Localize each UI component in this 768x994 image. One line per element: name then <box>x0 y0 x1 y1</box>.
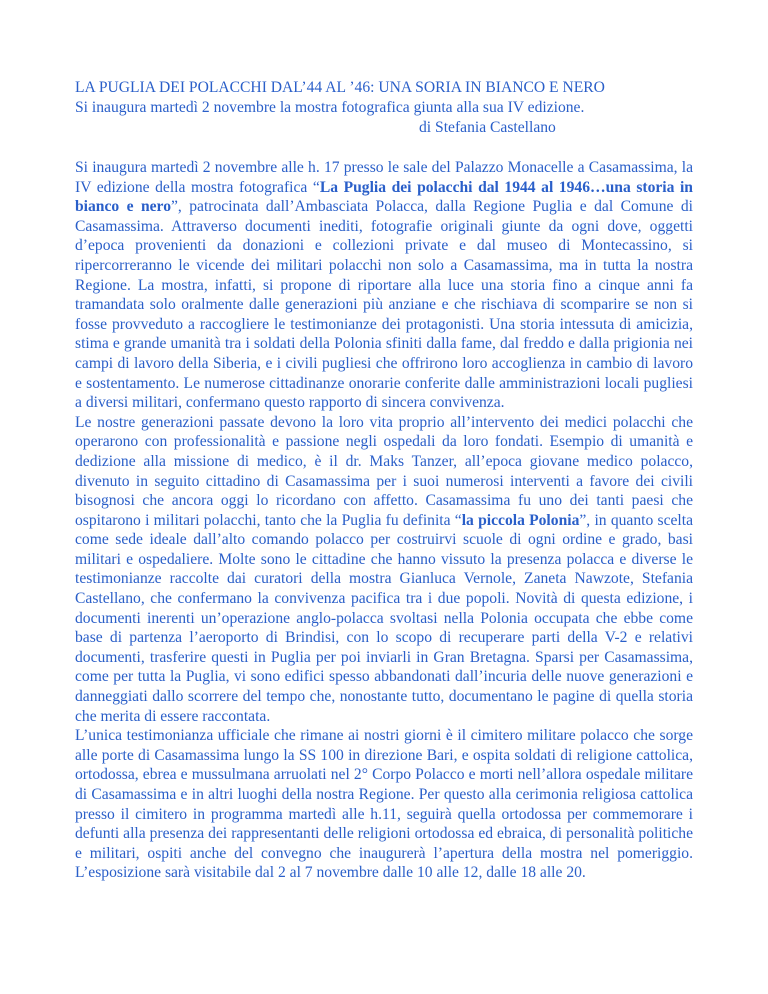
document-page <box>75 78 693 883</box>
paragraph-text: ”, patrocinata dall’Ambasciata Polacca, dalla Regione Puglia e dal Comune di Casamassima. Attraverso documenti inediti, fotografie originali giunte da ogni dove, oggetti d’epoca provenienti da donazioni e collezioni private e dal museo di Montecassino, si ripercorreranno le vicende dei militari polacchi non solo a Casamassima, ma in tutta la nostra Regione. La mostra, infatti, si propone di riportare alla luce una storia fino a cinque anni fa tramandata solo oralmente dalle generazioni più anziane e che rischiava di scomparire se non si fosse provveduto a raccogliere le testimonianze dei protagonisti. Una storia intessuta di amicizia, stima e grande umanità tra i soldati della Polonia sfiniti dalla fame, dal freddo e dalla prigionia nei campi di lavoro della Siberia, e i civili pugliesi che offrirono loro accoglienza in cambio di lavoro e sostentamento. Le numerose cittadinanze onorarie conferite dalle amministrazioni locali pugliesi a diversi militari, confermano questo rapporto di sincera convivenza. <box>75 198 693 412</box>
article-paragraph-1 <box>75 158 693 413</box>
nickname-highlight: la piccola Polonia <box>461 511 580 529</box>
article-title: LA PUGLIA DEI POLACCHI DAL’44 AL ’46: UNA SORIA IN BIANCO E NERO <box>75 79 605 96</box>
paragraph-text: ”, in quanto scelta come sede ideale dall’alto comando polacco per costruirvi scuole di ogni ordine e grado, basi militari e ospedaliere. Molte sono le cittadine che hanno vissuto la presenza polacca e diverse le testimonianze raccolte dai curatori della mostra Gianluca Vernole, Zaneta Nawzote, Stefania Castellano, che confermano la convivenza pacifica tra i due popoli. Novità di questa edizione, i documenti inerenti un’operazione anglo-polacca svoltasi nella Polonia occupata che ebbe come base di partenza l’aeroporto di Brindisi, con lo scopo di recuperare parti della V-2 e relativi documenti, trasferire questi in Puglia per poi inviarli in Gran Bretagna. Sparsi per Casamassima, come per tutta la Puglia, vi sono edifici spesso abbandonati dall’incuria delle nuove generazioni e danneggiati dallo scorrere del tempo che, nonostante tutto, documentano le pagine di quella storia che merita di essere raccontata. <box>75 511 693 725</box>
paragraph-text: Si inaugura martedì 2 novembre alle h. 17 presso le sale del Palazzo Monacelle a Casamassima, la IV edizione della mostra fotografica “ <box>75 159 693 196</box>
spacer <box>75 138 693 158</box>
article-paragraph-2 <box>75 413 693 727</box>
article-byline: di Stefania Castellano <box>419 119 556 136</box>
exhibition-title: La Puglia dei polacchi dal 1944 al 1946…una storia in bianco e nero <box>75 178 693 216</box>
article-subtitle: Si inaugura martedì 2 novembre la mostra fotografica giunta alla sua IV edizione. <box>75 99 585 116</box>
paragraph-text: Le nostre generazioni passate devono la loro vita proprio all’intervento dei medici polacchi che operarono con professionalità e passione negli ospedali da loro fondati. Esempio di umanità e dedizione alla missione di medico, è il dr. Maks Tanzer, all’epoca giovane medico polacco, divenuto in seguito cittadino di Casamassima per i suoi numerosi interventi a favore dei civili bisognosi che ancora oggi lo ricordano con affetto. Casamassima fu uno dei tanti paesi che ospitarono i militari polacchi, tanto che la Puglia fu definita “ <box>75 413 693 529</box>
article-paragraph-3: L’unica testimonianza ufficiale che rimane ai nostri giorni è il cimitero militare polacco che sorge alle porte di Casamassima lungo la SS 100 in direzione Bari, e ospita soldati di religione cattolica, ortodossa, ebrea e mussulmana arruolati nel 2° Corpo Polacco e morti nell’allora ospedale militare di Casamassima e in altri luoghi della nostra Regione. Per questo alla cerimonia religiosa cattolica presso il cimitero in programma martedì alle h.11, seguirà quella ortodossa per commemorare i defunti alla presenza dei rappresentanti delle religioni ortodossa ed ebraica, di personalità politiche e militari, ospiti anche del convegno che inaugurerà l’apertura della mostra nel pomeriggio. L’esposizione sarà visitabile dal 2 al 7 novembre dalle 10 alle 12, dalle 18 alle 20. <box>75 727 693 882</box>
